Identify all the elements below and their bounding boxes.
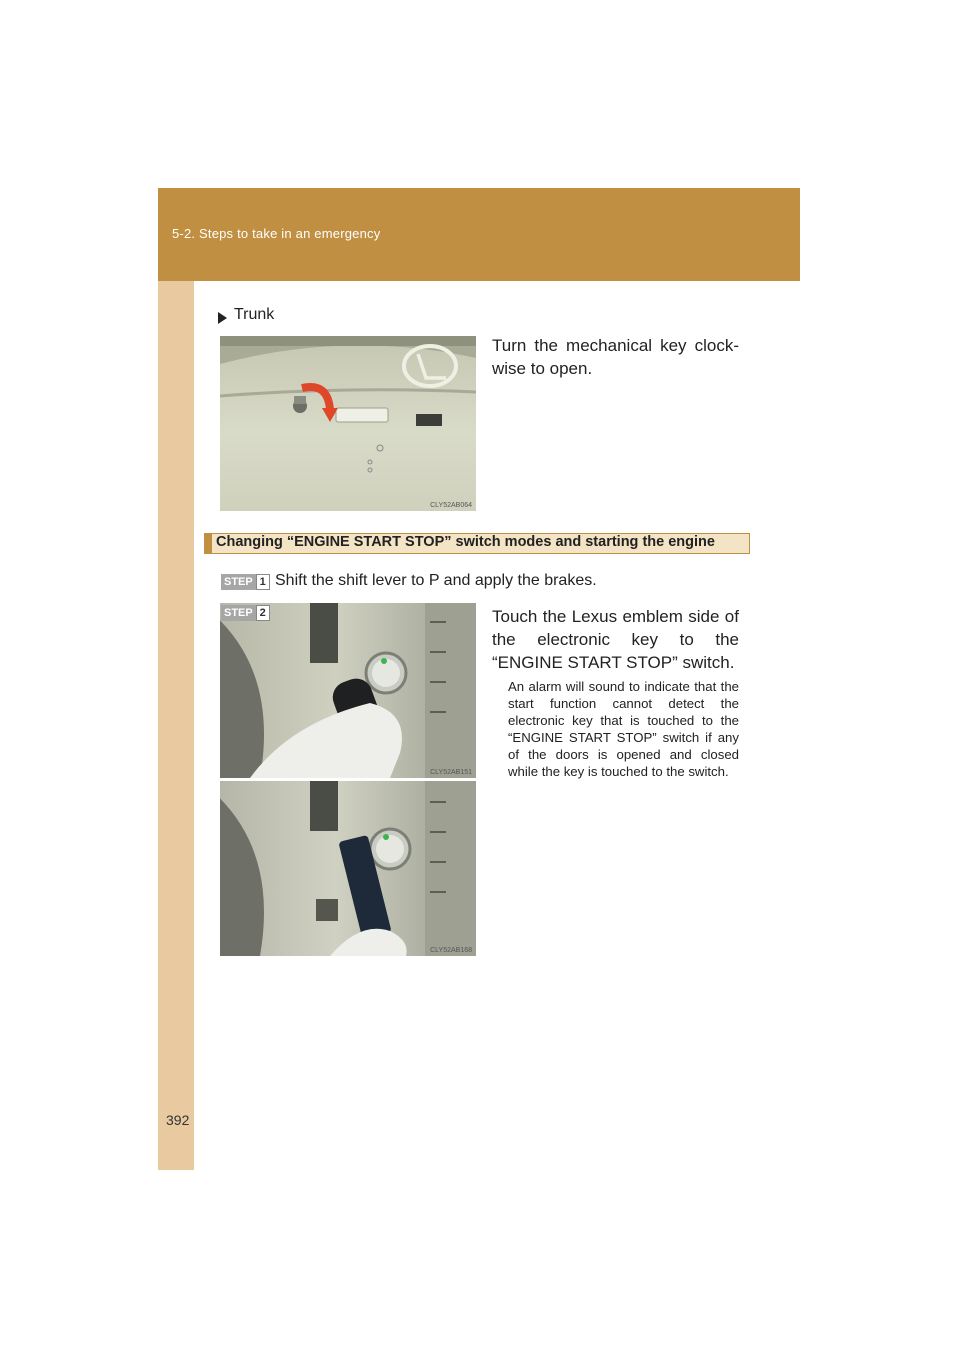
header-section-title: 5-2. Steps to take in an emergency xyxy=(172,226,381,241)
step-label: STEP xyxy=(221,605,256,621)
step-number: 2 xyxy=(256,605,270,621)
trunk-key-photo xyxy=(220,336,476,511)
fob-key-illustration xyxy=(220,603,476,778)
step-2-note: An alarm will sound to indicate that the start function cannot detect the electronic key that is touched to the “ENGINE START STOP” switch if any of the doors is opened and closed while the key is touched to the switch. xyxy=(508,679,739,779)
card-key-illustration xyxy=(220,781,476,956)
card-key-touch-photo xyxy=(220,781,476,956)
triangle-bullet-icon xyxy=(218,312,227,324)
engine-start-stop-button-icon xyxy=(370,829,410,869)
key-touch-photo xyxy=(220,603,476,778)
image-code: CLY52AB064 xyxy=(430,502,472,509)
trunk-subheading: Trunk xyxy=(234,306,275,323)
step-1-text: Shift the shift lever to P and apply the brakes. xyxy=(275,572,597,589)
step-2-badge xyxy=(221,605,270,621)
page-number: 392 xyxy=(166,1112,190,1128)
image-code: CLY52AB168 xyxy=(430,947,472,954)
trunk-illustration xyxy=(220,336,476,511)
mechanical-key-icon xyxy=(293,396,307,413)
image-code: CLY52AB151 xyxy=(430,769,472,776)
section-heading: Changing “ENGINE START STOP” switch modes and starting the engine xyxy=(216,534,715,550)
trunk-instruction: Turn the mechanical key clock-wise to open. xyxy=(492,336,739,378)
step-label: STEP xyxy=(221,574,256,590)
step-1-badge xyxy=(221,574,270,590)
step-2-text: Touch the Lexus emblem side of the electronic key to the “ENGINE START STOP” switch. xyxy=(492,607,739,672)
engine-start-stop-button-icon xyxy=(366,653,406,693)
lexus-emblem-icon xyxy=(404,346,456,386)
step-number: 1 xyxy=(256,574,270,590)
side-strip xyxy=(158,188,194,1170)
